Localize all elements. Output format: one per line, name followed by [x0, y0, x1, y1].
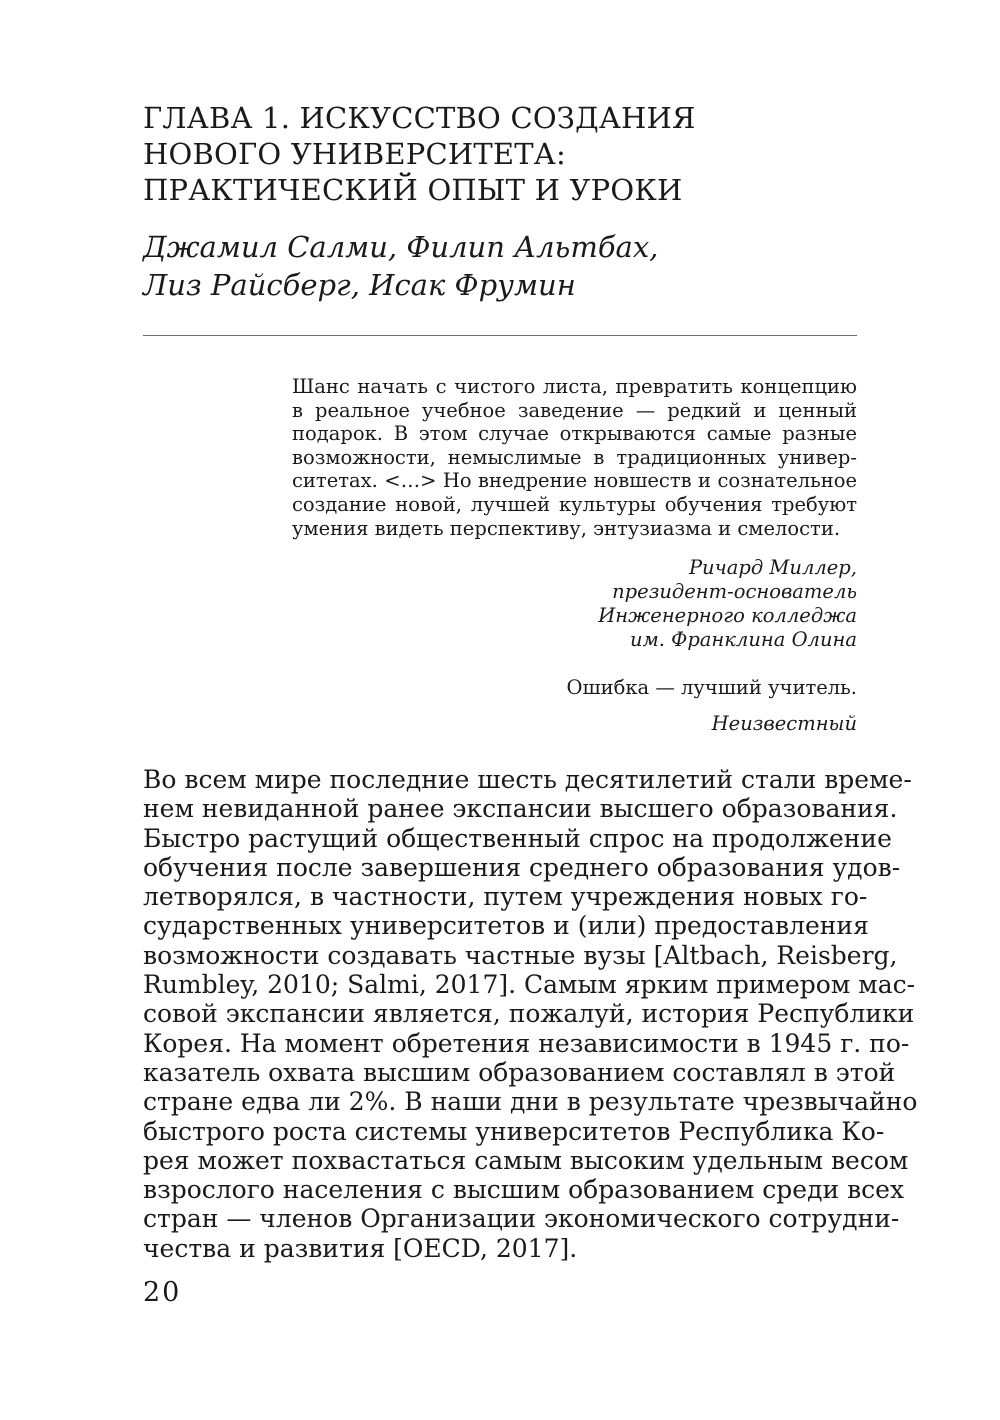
epigraph-line: в реальное учебное заведение — редкий и ценный — [292, 398, 857, 422]
body-line: нем невиданной ранее экспансии высшего образования. — [143, 794, 898, 824]
page-number: 20 — [143, 1277, 182, 1308]
body-line: Корея. На момент обретения независимости в 1945 г. по- — [143, 1028, 910, 1058]
body-line: быстрого роста системы университетов Республика Ко- — [143, 1116, 885, 1146]
body-line: сударственных университетов и (или) предоставления — [143, 911, 869, 941]
body-line: взрослого населения с высшим образованием среди всех — [143, 1175, 905, 1205]
second-epigraph-quote: Ошибка — лучший учитель. — [566, 676, 857, 699]
epigraph-line: ситетах. <…> Но внедрение новшеств и сознательное — [292, 469, 857, 493]
epigraph-quote — [292, 375, 857, 540]
second-epigraph-attribution: Неизвестный — [711, 712, 857, 735]
attribution-line: президент-основатель — [612, 580, 857, 603]
body-line: Во всем мире последние шесть десятилетий стали време- — [143, 765, 912, 794]
body-line: Быстро растущий общественный спрос на продолжение — [143, 823, 892, 853]
body-line: стран — членов Организации экономического сотрудни- — [143, 1204, 900, 1234]
body-line: возможности создавать частные вузы [Altbach, Reisberg, — [143, 940, 898, 970]
epigraph-line: Шанс начать с чистого листа, превратить концепцию — [292, 375, 857, 398]
epigraph-line: возможности, немыслимые в традиционных универ- — [292, 445, 857, 469]
body-line: чества и развития [OECD, 2017]. — [143, 1233, 578, 1263]
body-line: летворялся, в частности, путем учреждения новых го- — [143, 882, 868, 912]
epigraph-line: подарок. В этом случае открываются самые разные — [292, 422, 857, 446]
attribution-line: Инженерного колледжа — [598, 604, 857, 627]
authors-line: Лиз Райсберг, Исак Фрумин — [143, 268, 576, 302]
chapter-title — [143, 100, 863, 208]
chapter-title-line: НОВОГО УНИВЕРСИТЕТА: — [143, 137, 566, 171]
body-line: казатель охвата высшим образованием составлял в этой — [143, 1057, 896, 1087]
authors — [143, 228, 863, 304]
chapter-title-line: ПРАКТИЧЕСКИЙ ОПЫТ И УРОКИ — [143, 173, 683, 207]
attribution-line: им. Франклина Олина — [630, 628, 857, 651]
body-line: совой экспансии является, пожалуй, история Республики — [143, 999, 915, 1029]
epigraph-line: умения видеть перспективу, энтузиазма и смелости. — [292, 516, 841, 540]
body-paragraph — [143, 765, 918, 1263]
authors-line: Джамил Салми, Филип Альтбах, — [143, 230, 659, 264]
body-line: обучения после завершения среднего образования удов- — [143, 852, 901, 882]
attribution-line: Ричард Миллер, — [688, 556, 857, 579]
epigraph-line: создание новой, лучшей культуры обучения требуют — [292, 492, 857, 516]
body-line: стране едва ли 2%. В наши дни в результате чрезвычайно — [143, 1087, 918, 1117]
epigraph-attribution — [437, 556, 857, 652]
body-line: Rumbley, 2010; Salmi, 2017]. Самым ярким примером мас- — [143, 970, 916, 1000]
chapter-title-line: ГЛАВА 1. ИСКУССТВО СОЗДАНИЯ — [143, 101, 696, 135]
body-line: рея может похвастаться самым высоким удельным весом — [143, 1145, 909, 1175]
divider — [143, 335, 857, 336]
